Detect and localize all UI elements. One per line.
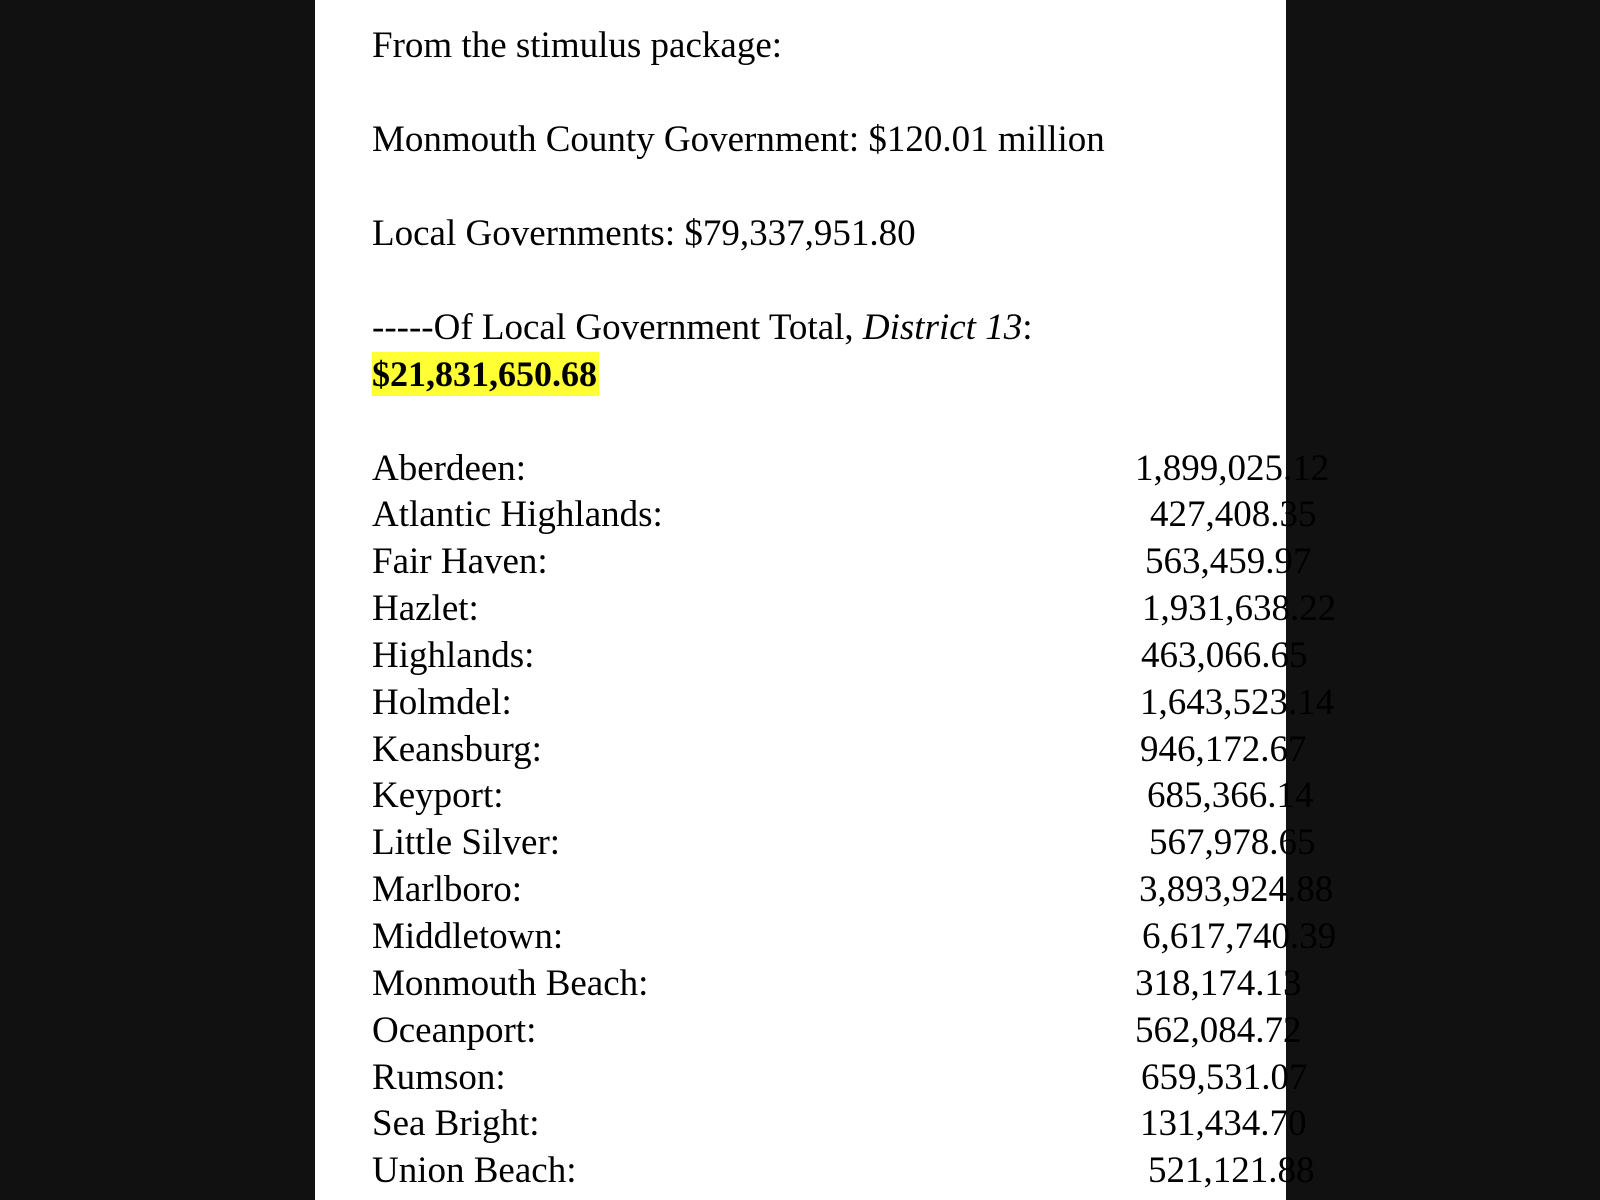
- municipality-amount: 685,366.14: [1147, 775, 1314, 816]
- list-item: [372, 914, 1337, 960]
- district-total: $21,831,650.68: [372, 354, 597, 394]
- list-item: [372, 820, 1316, 866]
- municipality-amount: 131,434.70: [1140, 1103, 1307, 1144]
- district-prefix: -----Of Local Government Total,: [372, 307, 863, 348]
- county-government-line: Monmouth County Government: $120.01 million: [372, 119, 1105, 160]
- municipality-name: Oceanport:: [372, 1010, 537, 1051]
- list-item: [372, 539, 1312, 585]
- intro-text: From the stimulus package:: [372, 25, 783, 66]
- district-heading: [372, 306, 1033, 350]
- list-item: [372, 961, 1302, 1007]
- municipality-amount: 562,084.72: [1135, 1010, 1302, 1051]
- municipality-name: Keansburg:: [372, 729, 542, 770]
- municipality-amount: 521,121.88: [1148, 1150, 1315, 1191]
- list-item: [372, 446, 1330, 492]
- municipality-amount: 659,531.07: [1141, 1057, 1308, 1098]
- list-item: [372, 773, 1314, 819]
- municipality-name: Atlantic Highlands:: [372, 494, 663, 535]
- document-page: [315, 0, 1337, 1200]
- district-suffix: :: [1022, 307, 1033, 348]
- municipality-amount: 6,617,740.39: [1142, 916, 1337, 957]
- municipality-amount: 563,459.97: [1145, 541, 1312, 582]
- list-item: [372, 727, 1307, 773]
- list-item: [372, 492, 1317, 538]
- municipality-name: Keyport:: [372, 775, 504, 816]
- municipality-name: Fair Haven:: [372, 541, 548, 582]
- municipality-name: Hazlet:: [372, 588, 479, 629]
- municipality-name: Holmdel:: [372, 682, 512, 723]
- municipality-name: Middletown:: [372, 916, 564, 957]
- municipality-amount: 1,643,523.14: [1140, 682, 1335, 723]
- list-item: [372, 586, 1337, 632]
- municipality-amount: 946,172.67: [1140, 729, 1307, 770]
- list-item: [372, 1148, 1315, 1194]
- municipality-name: Monmouth Beach:: [372, 963, 649, 1004]
- municipality-amount: 567,978.65: [1149, 822, 1316, 863]
- municipality-name: Aberdeen:: [372, 448, 527, 489]
- municipality-amount: 1,931,638.22: [1142, 588, 1337, 629]
- list-item: [372, 1101, 1307, 1147]
- list-item: [372, 680, 1335, 726]
- local-governments-line: Local Governments: $79,337,951.80: [372, 213, 916, 254]
- list-item: [372, 1008, 1302, 1054]
- municipality-name: Union Beach:: [372, 1150, 577, 1191]
- municipality-amount: 318,174.13: [1135, 963, 1302, 1004]
- district-name: District 13: [862, 307, 1023, 348]
- municipality-amount: 3,893,924.88: [1139, 869, 1334, 910]
- list-item: [372, 867, 1334, 913]
- municipality-name: Rumson:: [372, 1057, 506, 1098]
- municipality-name: Highlands:: [372, 635, 535, 676]
- municipality-name: Little Silver:: [372, 822, 561, 863]
- municipality-amount: 1,899,025.12: [1135, 448, 1330, 489]
- list-item: [372, 633, 1308, 679]
- municipality-amount: 427,408.35: [1150, 494, 1317, 535]
- list-item: [372, 1055, 1308, 1101]
- municipality-name: Sea Bright:: [372, 1103, 540, 1144]
- municipality-name: Marlboro:: [372, 869, 523, 910]
- municipality-amount: 463,066.65: [1141, 635, 1308, 676]
